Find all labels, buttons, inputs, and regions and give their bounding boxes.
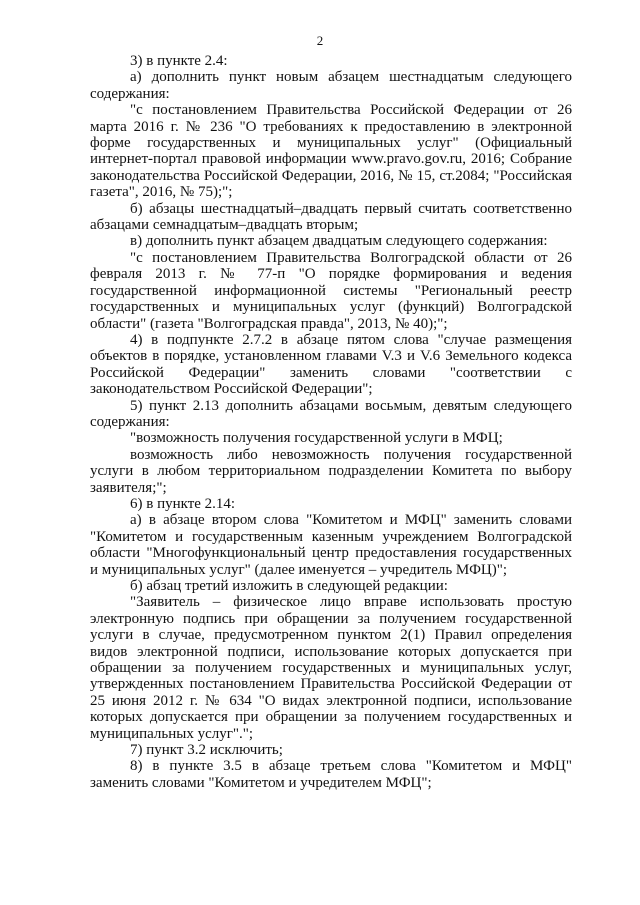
paragraph-item-3a: а) дополнить пункт новым абзацем шестнадцатым следующего содержания: [90,69,572,102]
paragraph-item-6a: а) в абзаце втором слова "Комитетом и МФЦ" заменить словами "Комитетом и государственным казенным учреждением Волгоградской области "Многофункциональный центр предоставления государственных и муниципальных услуг" (далее именуется – учредитель МФЦ)"; [90,512,572,578]
paragraph-item-6b: б) абзац третий изложить в следующей редакции: [130,578,448,594]
paragraph-item-7: 7) пункт 3.2 исключить; [130,742,283,759]
paragraph-item-3v: в) дополнить пункт абзацем двадцатым следующего содержания: [130,233,548,250]
paragraph-item-4: 4) в подпункте 2.7.2 в абзаце пятом слова "случае размещения объектов в порядке, установленном главами V.3 и V.6 Земельного кодекса Российской Федерации" заменить словами "соответствии с законодательством Российской Федерации"; [90,331,572,398]
paragraph-quote-decree-236: "с постановлением Правительства Российской Федерации от 26 марта 2016 г. № 236 "О требованиях к предоставлению в электронной форме государственных и муниципальных услуг" (Официальный интернет-портал правовой информации www.pravo.gov.ru, 2016; Собрание законодательства Российской Федерации, 2016, № 15, ст.2084; "Российская газета", 2016, № 75);"; [90,102,572,201]
paragraph-item-3: 3) в пункте 2.4: [130,53,228,69]
paragraph-item-5: 5) пункт 2.13 дополнить абзацами восьмым, девятым следующего содержания: [90,397,572,430]
paragraph-quote-territorial-division: возможность либо невозможность получения государственной услуги в любом территориальном подразделении Комитета по выбору заявителя;"; [90,446,572,496]
document-body [90,53,572,791]
paragraph-quote-mfc-possibility: "возможность получения государственной услуги в МФЦ; [130,430,503,447]
paragraph-quote-electronic-signature: "Заявитель – физическое лицо вправе использовать простую электронную подпись при обращении за получением государственной услуги в случае, предусмотренном пунктом 2(1) Правил определения видов электронной подписи, использование которых допускается при обращении за получением государственных и муниципальных услуг, утвержденных постановлением Правительства Российской Федерации от 25 июня 2012 г. № 634 "О видах электронной подписи, использование которых допускается при обращении за получением государственных и муниципальных услуг"."; [90,594,572,742]
paragraph-item-6: 6) в пункте 2.14: [130,495,236,512]
paragraph-item-3b: б) абзацы шестнадцатый–двадцать первый считать соответственно абзацами семнадцатым–двадцать вторым; [90,200,572,234]
paragraph-item-8: 8) в пункте 3.5 в абзаце третьем слова "Комитетом и МФЦ" заменить словами "Комитетом и учредителем МФЦ"; [90,758,572,791]
page-number: 2 [316,33,324,48]
paragraph-quote-decree-77p: "с постановлением Правительства Волгоградской области от 26 февраля 2013 г. № 77-п "О порядке формирования и ведения государственной информационной системы "Региональный реестр государственных и муниципальных услуг (функций) Волгоградской области" (газета "Волгоградская правда", 2013, № 40);"; [90,249,572,332]
